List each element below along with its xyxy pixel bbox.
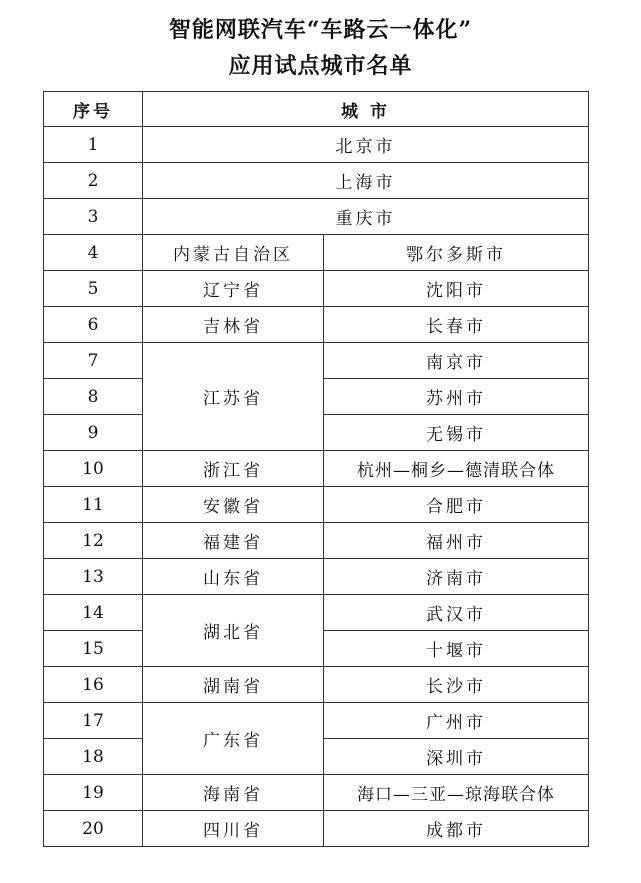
- table-header-row: [44, 92, 589, 127]
- row-number: 2: [44, 163, 143, 199]
- city-cell: 苏州市: [324, 379, 589, 415]
- row-number: 17: [44, 703, 143, 739]
- row-number: 12: [44, 523, 143, 559]
- table-row: [44, 703, 589, 739]
- city-cell: 南京市: [324, 343, 589, 379]
- city-cell: 福州市: [324, 523, 589, 559]
- row-number: 11: [44, 487, 143, 523]
- table-row: [44, 559, 589, 595]
- city-cell: 杭州—桐乡—德清联合体: [324, 451, 589, 487]
- city-cell: 沈阳市: [324, 271, 589, 307]
- row-number: 7: [44, 343, 143, 379]
- province-cell: 辽宁省: [143, 271, 324, 307]
- row-number: 14: [44, 595, 143, 631]
- table-row: [44, 343, 589, 379]
- table-row: [44, 163, 589, 199]
- city-cell: 长沙市: [324, 667, 589, 703]
- city-cell: 无锡市: [324, 415, 589, 451]
- city-cell: 鄂尔多斯市: [324, 235, 589, 271]
- document-title-line1: 智能网联汽车“车路云一体化”: [168, 17, 473, 43]
- province-cell: 内蒙古自治区: [143, 235, 324, 271]
- table-row: [44, 307, 589, 343]
- row-number: 9: [44, 415, 143, 451]
- row-number: 15: [44, 631, 143, 667]
- city-cell: 十堰市: [324, 631, 589, 667]
- city-cell: 武汉市: [324, 595, 589, 631]
- city-cell: 济南市: [324, 559, 589, 595]
- province-cell: 广东省: [143, 703, 324, 775]
- table-row: [44, 271, 589, 307]
- province-cell: 福建省: [143, 523, 324, 559]
- table-row: [44, 235, 589, 271]
- row-number: 18: [44, 739, 143, 775]
- province-cell: 浙江省: [143, 451, 324, 487]
- province-cell: 海南省: [143, 775, 324, 811]
- province-cell: 湖北省: [143, 595, 324, 667]
- province-cell: 四川省: [143, 811, 324, 847]
- table-row: [44, 199, 589, 235]
- row-number: 4: [44, 235, 143, 271]
- table-row: [44, 451, 589, 487]
- city-cell: 合肥市: [324, 487, 589, 523]
- row-number: 6: [44, 307, 143, 343]
- city-cell: 海口—三亚—琼海联合体: [324, 775, 589, 811]
- province-cell: 江苏省: [143, 343, 324, 451]
- city-cell: 北京市: [143, 127, 589, 163]
- pilot-city-table: [43, 91, 589, 847]
- city-cell: 成都市: [324, 811, 589, 847]
- province-cell: 湖南省: [143, 667, 324, 703]
- city-cell: 上海市: [143, 163, 589, 199]
- province-cell: 吉林省: [143, 307, 324, 343]
- header-index: 序号: [44, 92, 143, 127]
- city-cell: 长春市: [324, 307, 589, 343]
- table-row: [44, 811, 589, 847]
- row-number: 20: [44, 811, 143, 847]
- row-number: 10: [44, 451, 143, 487]
- row-number: 19: [44, 775, 143, 811]
- row-number: 3: [44, 199, 143, 235]
- row-number: 1: [44, 127, 143, 163]
- province-cell: 山东省: [143, 559, 324, 595]
- table-row: [44, 523, 589, 559]
- row-number: 16: [44, 667, 143, 703]
- table-row: [44, 595, 589, 631]
- row-number: 5: [44, 271, 143, 307]
- city-cell: 广州市: [324, 703, 589, 739]
- row-number: 13: [44, 559, 143, 595]
- table-row: [44, 127, 589, 163]
- province-cell: 安徽省: [143, 487, 324, 523]
- table-row: [44, 775, 589, 811]
- table-row: [44, 487, 589, 523]
- row-number: 8: [44, 379, 143, 415]
- table-row: [44, 667, 589, 703]
- header-city: 城 市: [143, 92, 589, 127]
- city-cell: 深圳市: [324, 739, 589, 775]
- city-cell: 重庆市: [143, 199, 589, 235]
- document-title-line2: 应用试点城市名单: [228, 53, 413, 79]
